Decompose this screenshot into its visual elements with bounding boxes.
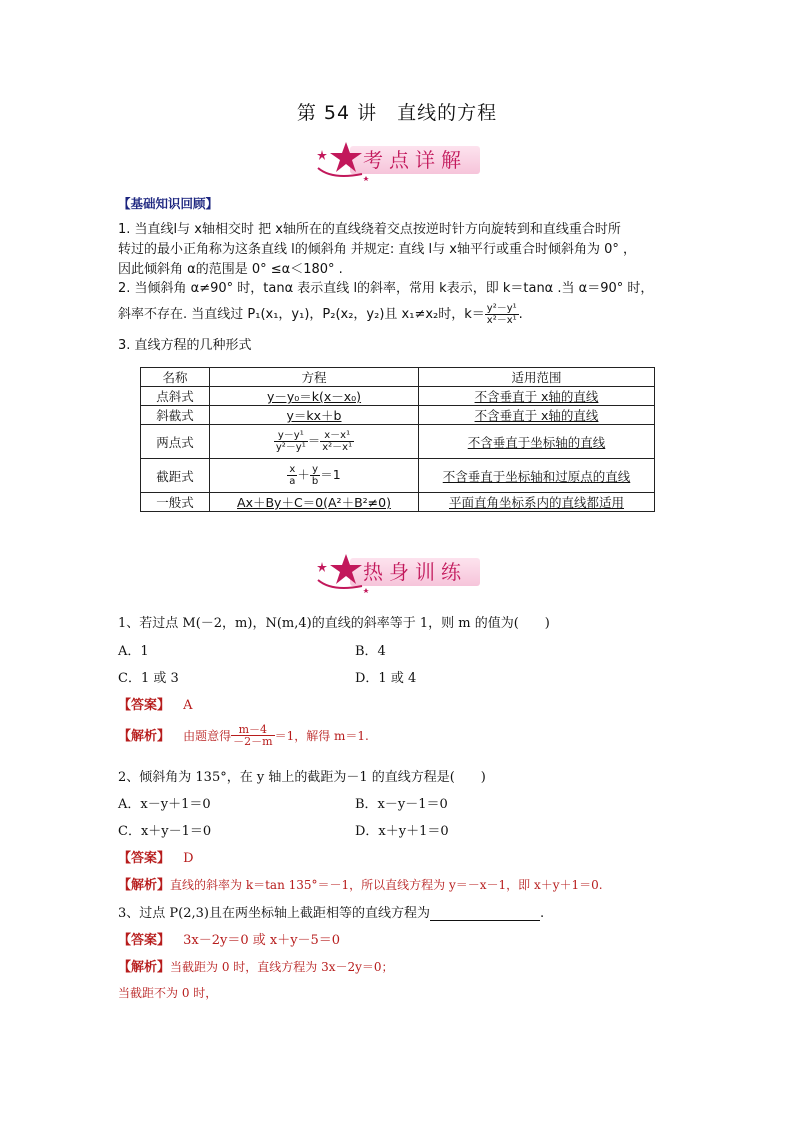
frac-num: y－y¹ <box>274 430 308 442</box>
q1-option-c: C．1 或 3 <box>118 671 179 686</box>
p1-line2: 转过的最小正角称为这条直线 l的倾斜角 并规定: 直线 l与 x轴平行或重合时倾斜角为 0° ， <box>118 242 636 257</box>
banner-reshen-text: 热身训练 <box>363 560 467 584</box>
answer-value: A <box>183 698 193 713</box>
frac-num: x <box>287 464 297 476</box>
form-name: 截距式 <box>141 459 210 493</box>
explanation-text: 当截距为 0 时，直线方程为 3x－2y＝0； <box>170 960 394 974</box>
line-forms-table <box>140 367 655 512</box>
table-header: 方程 <box>210 368 419 387</box>
question-2-stem: 2、倾斜角为 135°，在 y 轴上的截距为－1 的直线方程是( ) <box>118 770 486 785</box>
explanation-text: 直线的斜率为 k＝tan 135°＝－1，所以直线方程为 y＝－x－1，即 x＋y＋1＝0. <box>170 878 603 892</box>
q1-option-a: A．1 <box>118 644 149 659</box>
q3-explanation-cont: 当截距不为 0 时， <box>118 986 218 1000</box>
table-row <box>141 493 655 512</box>
frac-left <box>274 430 308 453</box>
q1-option-d: D．1 或 4 <box>355 671 417 686</box>
table-header: 适用范围 <box>419 368 655 387</box>
q3-answer <box>118 929 340 948</box>
paragraph-1 <box>118 220 636 280</box>
q1-option-b: B．4 <box>355 644 386 659</box>
section-basic-heading: 【基础知识回顾】 <box>118 196 219 211</box>
form-scope <box>419 459 655 493</box>
eq-mid: ＋ <box>297 467 310 482</box>
form-equation <box>210 459 419 493</box>
q2-option-a: A．x－y＋1＝0 <box>118 797 211 812</box>
answer-tag: 【答案】 <box>118 698 171 713</box>
frac-den: b <box>311 476 319 487</box>
form-scope <box>419 387 655 406</box>
frac-num: x－x¹ <box>320 430 354 442</box>
explanation-tag: 【解析】 <box>118 878 171 893</box>
answer-blank <box>430 906 540 921</box>
frac-left <box>287 464 297 487</box>
q3-explanation <box>118 956 394 975</box>
form-name: 点斜式 <box>141 387 210 406</box>
form-scope-text: 不含垂直于坐标轴的直线 <box>467 434 606 450</box>
form-scope <box>419 425 655 459</box>
p2-line2-text: 斜率不存在. 当直线过 P₁(x₁，y₁)，P₂(x₂，y₂)且 x₁≠x₂时，k＝ <box>118 307 485 322</box>
p1-line1: 1. 当直线l与 x轴相交时 把 x轴所在的直线绕着交点按逆时针方向旋转到和直线重合时所 <box>118 222 621 237</box>
form-equation-text: y－y₀＝k(x－x₀) <box>266 389 362 404</box>
q2-option-b: B．x－y－1＝0 <box>355 797 448 812</box>
q2-explanation <box>118 874 603 893</box>
explanation-frac <box>231 724 274 747</box>
frac-num: m－4 <box>231 724 274 736</box>
table-row <box>141 406 655 425</box>
table-header: 名称 <box>141 368 210 387</box>
table-row <box>141 387 655 406</box>
form-equation <box>210 493 419 512</box>
explanation-tag: 【解析】 <box>118 729 171 744</box>
form-equation-text: Ax＋By＋C＝0(A²＋B²≠0) <box>237 495 391 510</box>
q2-answer <box>118 847 194 866</box>
eq-mid: ＝ <box>307 433 321 448</box>
q2-option-c: C．x＋y－1＝0 <box>118 824 212 839</box>
form-name: 斜截式 <box>141 406 210 425</box>
table-row <box>141 459 655 493</box>
banner-kaodian <box>312 140 482 180</box>
slope-formula-num: y²－y¹ <box>486 303 517 314</box>
frac-den: x²－x¹ <box>322 442 353 453</box>
q1-explanation <box>118 724 369 747</box>
form-scope-text: 不含垂直于坐标轴和过原点的直线 <box>442 468 631 484</box>
form-equation-text: y＝kx＋b <box>286 408 342 423</box>
explanation-text: ＝1，解得 m＝1. <box>274 729 369 743</box>
table-header-row <box>141 368 655 387</box>
q2-option-d: D．x＋y＋1＝0 <box>355 824 449 839</box>
question-1-stem: 1、若过点 M(－2，m)，N(m,4)的直线的斜率等于 1，则 m 的值为( ) <box>118 616 550 631</box>
eq-end: ＝1 <box>320 467 341 482</box>
form-scope-text: 不含垂直于 x轴的直线 <box>474 408 599 423</box>
banner-reshen <box>312 552 482 592</box>
q3-stem-text: 3、过点 P(2,3)且在两坐标轴上截距相等的直线方程为 <box>118 906 430 921</box>
frac-den: －2－m <box>233 735 273 748</box>
answer-tag: 【答案】 <box>118 851 171 866</box>
q1-answer <box>118 694 193 713</box>
q3-stem-end: . <box>539 906 545 921</box>
form-equation <box>210 425 419 459</box>
p1-line3: 因此倾斜角 α的范围是 0° ≤α＜180° . <box>118 262 343 277</box>
paragraph-2 <box>118 279 653 326</box>
form-equation <box>210 387 419 406</box>
table-row <box>141 425 655 459</box>
frac-num: y <box>310 464 320 476</box>
p2-line2 <box>118 303 653 326</box>
slope-formula-den: x²－x¹ <box>486 315 517 326</box>
slope-formula <box>485 303 519 326</box>
form-name: 一般式 <box>141 493 210 512</box>
banner-kaodian-text: 考点详解 <box>363 148 467 172</box>
explanation-text: 由题意得 <box>183 729 232 743</box>
answer-value: 3x－2y＝0 或 x＋y－5＝0 <box>183 933 341 948</box>
answer-value: D <box>183 851 194 866</box>
frac-den: a <box>289 476 296 487</box>
form-scope <box>419 493 655 512</box>
frac-right <box>320 430 354 453</box>
question-3-stem <box>118 902 544 921</box>
form-scope-text: 平面直角坐标系内的直线都适用 <box>448 495 624 510</box>
form-scope-text: 不含垂直于 x轴的直线 <box>474 389 599 404</box>
form-scope <box>419 406 655 425</box>
frac-den: y²－y¹ <box>275 442 306 453</box>
form-name: 两点式 <box>141 425 210 459</box>
paragraph-3: 3. 直线方程的几种形式 <box>118 338 252 353</box>
explanation-tag: 【解析】 <box>118 960 171 975</box>
answer-tag: 【答案】 <box>118 933 171 948</box>
form-equation <box>210 406 419 425</box>
p2-line1: 2. 当倾斜角 α≠90° 时，tanα 表示直线 l的斜率，常用 k表示，即 k＝tanα .当 α＝90° 时， <box>118 281 654 296</box>
page-title: 第 54 讲 直线的方程 <box>296 102 498 124</box>
frac-right <box>310 464 320 487</box>
p2-end: . <box>518 307 523 322</box>
